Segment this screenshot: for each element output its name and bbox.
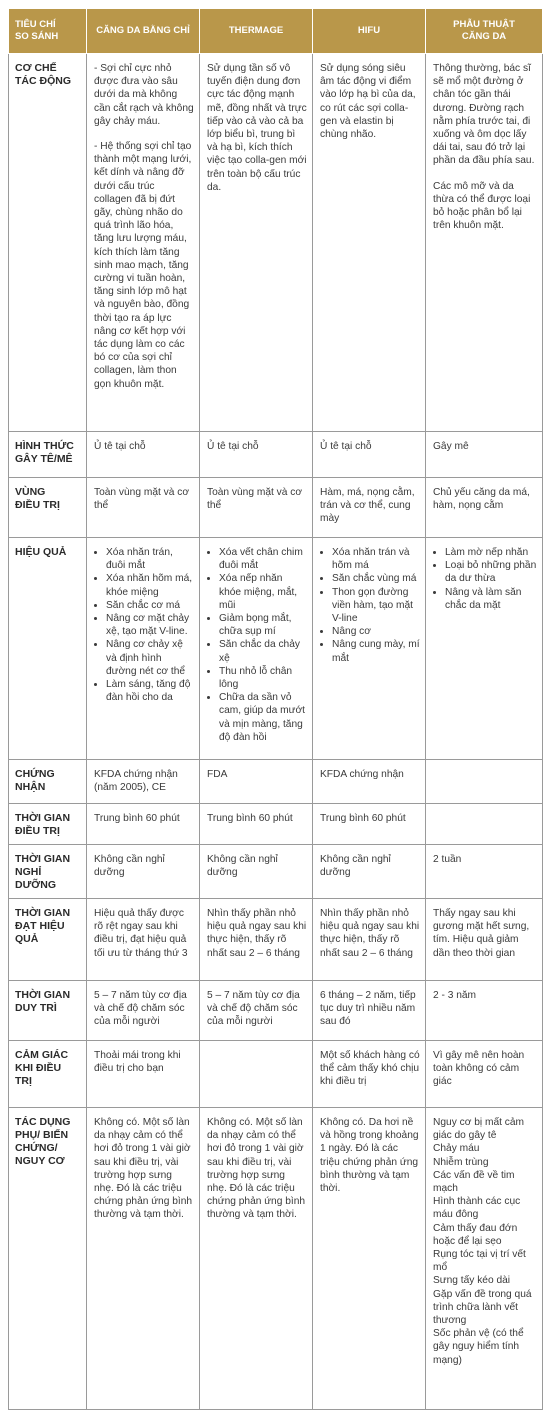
bullet-item: • Xóa nhăn hõm má, khóe miệng xyxy=(106,572,194,598)
bullet-item: • Nâng và làm săn chắc da mặt xyxy=(445,586,537,612)
row-label-text: CƠ CHẾ xyxy=(15,62,57,74)
comparison-table xyxy=(8,8,543,1410)
table-cell xyxy=(200,54,313,432)
table-row xyxy=(9,981,543,1041)
row-label-text: ĐIỀU TRỊ xyxy=(15,825,60,837)
table-cell xyxy=(87,845,200,899)
row-label-text: ĐIỀU TRỊ xyxy=(15,499,60,511)
table-cell xyxy=(200,1108,313,1410)
row-label-text: TÁC ĐỘNG xyxy=(15,75,71,87)
bullet-item: • Giảm bọng mắt, chữa sụp mí xyxy=(219,612,307,638)
cell-paragraph: 5 – 7 năm tùy cơ địa và chế độ chăm sóc của mỗi người xyxy=(94,990,187,1028)
table-cell xyxy=(426,478,543,538)
header-method-3 xyxy=(313,9,426,54)
row-label-text: HÌNH THỨC xyxy=(15,440,74,452)
row-label-text: NHẬN xyxy=(15,781,46,793)
row-label-text: CHỨNG/ xyxy=(15,1142,58,1154)
table-cell xyxy=(426,845,543,899)
row-label xyxy=(9,899,87,981)
cell-paragraph: Thấy ngay sau khi gương mặt hết sưng, tím. Hiệu quả giảm dần theo thời gian xyxy=(433,908,530,959)
cell-paragraph: 2 - 3 năm xyxy=(433,990,477,1001)
row-label xyxy=(9,478,87,538)
row-label-text: NGUY CƠ xyxy=(15,1155,65,1167)
cell-paragraph: Hiệu quả thấy được rõ rệt ngay sau khi điều trị, đạt hiệu quả tối ưu từ tháng thứ 3 xyxy=(94,908,188,959)
table-cell xyxy=(87,1041,200,1108)
table-row xyxy=(9,804,543,845)
row-label-text: THỜI GIAN xyxy=(15,853,71,865)
table-cell xyxy=(313,432,426,478)
table-cell xyxy=(426,804,543,845)
row-label-text: GÂY TÊ/MÊ xyxy=(15,453,73,465)
bullet-item: • Chữa da sần vỏ cam, giúp da mướt và mịn màng, tăng độ đàn hồi xyxy=(219,691,307,744)
cell-paragraph: FDA xyxy=(207,769,228,780)
bullet-item: • Nâng cơ mặt chảy xệ, tạo mặt V-line. xyxy=(106,612,194,638)
table-row xyxy=(9,432,543,478)
table-cell xyxy=(87,1108,200,1410)
cell-paragraph: 6 tháng – 2 năm, tiếp tục duy trì nhiều năm sau đó xyxy=(320,990,416,1028)
row-label-text: HIỆU QUẢ xyxy=(15,546,67,558)
cell-paragraph: Ủ tê tại chỗ xyxy=(94,441,146,452)
bullet-item: • Săn chắc cơ má xyxy=(106,599,194,612)
table-cell xyxy=(200,1041,313,1108)
table-row xyxy=(9,538,543,760)
table-cell xyxy=(313,1108,426,1410)
table-cell xyxy=(426,1041,543,1108)
bullet-list xyxy=(94,546,194,704)
cell-paragraph: Hàm, má, nọng cằm, trán và cơ thể, cung mày xyxy=(320,487,415,525)
bullet-item: • Nâng cơ chảy xệ và định hình đường nét cơ thể xyxy=(106,638,194,678)
table-row xyxy=(9,760,543,804)
cell-paragraph: Nhìn thấy phần nhỏ hiệu quả ngay sau khi thực hiện, thấy rõ nhất sau 2 – 6 tháng xyxy=(320,908,420,959)
cell-paragraph: KFDA chứng nhận xyxy=(320,769,404,780)
row-label xyxy=(9,760,87,804)
header-method-1 xyxy=(87,9,200,54)
table-cell xyxy=(87,899,200,981)
row-label-text: TÁC DỤNG xyxy=(15,1116,71,1128)
table-cell xyxy=(87,760,200,804)
cell-paragraph: Nhìn thấy phần nhỏ hiệu quả ngay sau khi thực hiện, thấy rõ nhất sau 2 – 6 tháng xyxy=(207,908,307,959)
cell-paragraph: Chủ yếu căng da má, hàm, nọng cằm xyxy=(433,487,530,512)
table-header xyxy=(9,9,543,54)
header-criteria xyxy=(9,9,87,54)
table-row xyxy=(9,478,543,538)
risk-item: Nguy cơ bị mất cảm giác do gây tê xyxy=(433,1117,525,1142)
bullet-item: • Làm sáng, tăng độ đàn hồi cho da xyxy=(106,678,194,704)
header-text: THERMAGE xyxy=(228,25,284,36)
cell-paragraph: Trung bình 60 phút xyxy=(320,813,406,824)
table-cell xyxy=(313,899,426,981)
cell-paragraph: Không cần nghỉ dưỡng xyxy=(207,854,278,879)
cell-paragraph: Trung bình 60 phút xyxy=(94,813,180,824)
risk-item: Các vấn đề về tim mạch xyxy=(433,1169,515,1195)
risk-item: Nhiễm trùng xyxy=(433,1156,489,1168)
row-label-text: THỜI GIAN xyxy=(15,812,71,824)
risk-item: Sốc phản vệ (có thể gây nguy hiểm tính mạng) xyxy=(433,1328,524,1366)
row-label-text: ĐẠT HIỆU xyxy=(15,920,65,932)
table-cell xyxy=(426,432,543,478)
cell-paragraph: Thoải mái trong khi điều trị cho bạn xyxy=(94,1050,181,1075)
table-cell xyxy=(200,432,313,478)
table-cell xyxy=(426,981,543,1041)
cell-paragraph: Ủ tê tại chỗ xyxy=(320,441,372,452)
table-cell xyxy=(200,760,313,804)
header-text: PHẪU THUẬT xyxy=(453,19,515,30)
risk-item: Gặp vấn đề trong quá trình chữa lành vết thương xyxy=(433,1288,532,1327)
table-cell xyxy=(313,760,426,804)
table-cell xyxy=(200,981,313,1041)
row-label xyxy=(9,981,87,1041)
row-label-text: QUẢ xyxy=(15,933,39,945)
table-row xyxy=(9,54,543,432)
cell-paragraph: Toàn vùng mặt và cơ thể xyxy=(94,487,190,512)
cell-paragraph: Không có. Một số làn da nhạy cảm có thể hơi đỏ trong 1 vài giờ sau khi điều trị, vài trường hợp sưng nhẹ. Đó là các triệu chứng phản ứng bình thường và tạm thời. xyxy=(207,1117,306,1221)
cell-paragraph: 5 – 7 năm tùy cơ địa và chế độ chăm sóc của mỗi người xyxy=(207,990,300,1028)
table-cell xyxy=(426,538,543,760)
header-method-2 xyxy=(200,9,313,54)
table-cell xyxy=(87,54,200,432)
row-label-text: KHI ĐIỀU xyxy=(15,1062,62,1074)
table-cell xyxy=(426,1108,543,1410)
cell-paragraph: Một số khách hàng có thể cảm thấy khó chịu khi điều trị xyxy=(320,1050,420,1088)
bullet-item: • Săn chắc da chảy xệ xyxy=(219,638,307,664)
table-cell xyxy=(313,804,426,845)
cell-paragraph: Không có. Một số làn da nhạy cảm có thể hơi đỏ trong 1 vài giờ sau khi điều trị, vài trường hợp sưng nhẹ. Đó là các triệu chứng phản ứng bình thường và tạm thời. xyxy=(94,1117,193,1221)
cell-paragraph: Toàn vùng mặt và cơ thể xyxy=(207,487,303,512)
cell-paragraph: Không cần nghỉ dưỡng xyxy=(320,854,391,879)
bullet-list xyxy=(320,546,420,665)
table-cell xyxy=(87,478,200,538)
table-cell xyxy=(200,804,313,845)
bullet-item: • Nâng cung mày, mí mắt xyxy=(332,638,420,664)
cell-paragraph: Không cần nghỉ dưỡng xyxy=(94,854,165,879)
table-row xyxy=(9,1108,543,1410)
cell-paragraph: Sử dụng sóng siêu âm tác động vi điểm vào lớp hạ bì của da, co rút các sợi colla-gen và elastin bị chùng nhão. xyxy=(320,63,416,141)
table-cell xyxy=(426,899,543,981)
table-body xyxy=(9,54,543,1410)
table-cell xyxy=(313,981,426,1041)
cell-paragraph: Sử dụng tần số vô tuyến điện dung đơn cực tác động mạnh mẽ, đồng nhất và trực tiếp vào cả vào cả ba lớp biểu bì, trung bì và hạ bì, kích thích việc tạo colla-gen mới trên toàn bộ cấu trúc da. xyxy=(207,63,307,193)
risk-item: Hình thành các cục máu đông xyxy=(433,1196,521,1221)
bullet-item: • Xóa nhăn trán, đuôi mắt xyxy=(106,546,194,572)
risk-item: Chảy máu xyxy=(433,1143,480,1155)
row-label-text: PHỤ/ BIẾN xyxy=(15,1129,69,1141)
cell-paragraph: - Sợi chỉ cực nhỏ được đưa vào sâu dưới da mà không cần cắt rạch và không gây chảy máu. xyxy=(94,63,194,127)
table-cell xyxy=(87,981,200,1041)
risk-item: Sưng tấy kéo dài xyxy=(433,1275,511,1287)
table-cell xyxy=(87,804,200,845)
table-cell xyxy=(87,538,200,760)
table-cell xyxy=(200,538,313,760)
row-label xyxy=(9,432,87,478)
bullet-item: • Làm mờ nếp nhăn xyxy=(445,546,537,559)
table-row xyxy=(9,899,543,981)
cell-paragraph: 2 tuần xyxy=(433,854,462,865)
table-cell xyxy=(200,845,313,899)
table-cell xyxy=(313,478,426,538)
risk-list xyxy=(433,1116,537,1367)
bullet-item: • Thon gọn đường viền hàm, tạo mặt V-line xyxy=(332,586,420,626)
row-label-text: THỜI GIAN xyxy=(15,907,71,919)
bullet-item: • Xóa nhăn trán và hõm má xyxy=(332,546,420,572)
header-text: CĂNG DA BẰNG CHỈ xyxy=(96,25,190,36)
table-cell xyxy=(313,54,426,432)
row-label-text: TRỊ xyxy=(15,1075,32,1087)
risk-item: Rụng tóc tại vị trí vết mổ xyxy=(433,1249,526,1274)
cell-paragraph: Trung bình 60 phút xyxy=(207,813,293,824)
header-text: CĂNG DA xyxy=(461,31,507,42)
bullet-item: • Xóa nếp nhăn khóe miệng, mắt, mũi xyxy=(219,572,307,612)
cell-paragraph: Không có. Da hơi nề và hồng trong khoảng 1 ngày. Đó là các triệu chứng phản ứng bình thường và tạm thời. xyxy=(320,1117,419,1195)
bullet-item: • Thu nhỏ lỗ chân lông xyxy=(219,665,307,691)
row-label-text: CẢM GIÁC xyxy=(15,1049,69,1061)
header-text: HIFU xyxy=(357,25,381,36)
table-cell xyxy=(313,1041,426,1108)
cell-paragraph: Gây mê xyxy=(433,441,469,452)
row-label-text: NGHỈ DƯỠNG xyxy=(15,866,57,891)
table-cell xyxy=(313,845,426,899)
bullet-item: • Nâng cơ xyxy=(332,625,420,638)
row-label xyxy=(9,804,87,845)
cell-paragraph: KFDA chứng nhận (năm 2005), CE xyxy=(94,769,178,794)
table-row xyxy=(9,1041,543,1108)
row-label-text: DUY TRÌ xyxy=(15,1002,57,1014)
bullet-item: • Săn chắc vùng má xyxy=(332,572,420,585)
cell-paragraph: Các mô mỡ và da thừa có thể được loại bỏ hoặc phân bổ lại trên khuôn mặt. xyxy=(433,180,531,232)
cell-paragraph: Vì gây mê nên hoàn toàn không có cảm giác xyxy=(433,1050,525,1088)
bullet-item: • Loại bỏ những phần da dư thừa xyxy=(445,559,537,585)
table-cell xyxy=(426,760,543,804)
cell-paragraph: Ủ tê tại chỗ xyxy=(207,441,259,452)
row-label xyxy=(9,54,87,432)
cell-paragraph: - Hệ thống sợi chỉ tạo thành một mạng lưới, kết dính và nâng đỡ dưới cấu trúc collagen đã bị đứt gãy, chùng nhão do quá trình lão hóa, tăng lưu lượng máu, kích thích làm tăng sinh mao mạch, tăng cường vi tuần hoàn, tăng sinh lớp mô hạt và nguyên bào, đồng thời tạo ra áp lực nâng cơ kết hợp với tác dụng làm co các bó cơ của sợi chỉ collagen, làm thon gọn khuôn mặt. xyxy=(94,141,192,390)
table-cell xyxy=(200,899,313,981)
row-label xyxy=(9,1041,87,1108)
bullet-item: • Xóa vết chân chim đuôi mắt xyxy=(219,546,307,572)
table-cell xyxy=(313,538,426,760)
bullet-list xyxy=(207,546,307,744)
risk-item: Cảm thấy đau đớn hoặc để lại sẹo xyxy=(433,1222,518,1247)
row-label xyxy=(9,1108,87,1410)
header-method-4 xyxy=(426,9,543,54)
table-row xyxy=(9,845,543,899)
header-text: TIÊU CHÍ xyxy=(15,19,56,30)
header-text: SO SÁNH xyxy=(15,31,59,42)
header-row xyxy=(9,9,543,54)
table-cell xyxy=(200,478,313,538)
row-label-text: THỜI GIAN xyxy=(15,989,71,1001)
row-label-text: CHỨNG xyxy=(15,768,55,780)
bullet-list xyxy=(433,546,537,612)
row-label-text: VÙNG xyxy=(15,486,46,498)
row-label xyxy=(9,538,87,760)
table-cell xyxy=(426,54,543,432)
table-cell xyxy=(87,432,200,478)
cell-paragraph: Thông thường, bác sĩ sẽ mổ một đường ở chân tóc gần thái dương. Đường rạch nằm phía trước tai, đi xuống và ôm dọc lấy dái tai, sau đó trở lại phần da đầu phía sau. xyxy=(433,63,535,167)
row-label xyxy=(9,845,87,899)
